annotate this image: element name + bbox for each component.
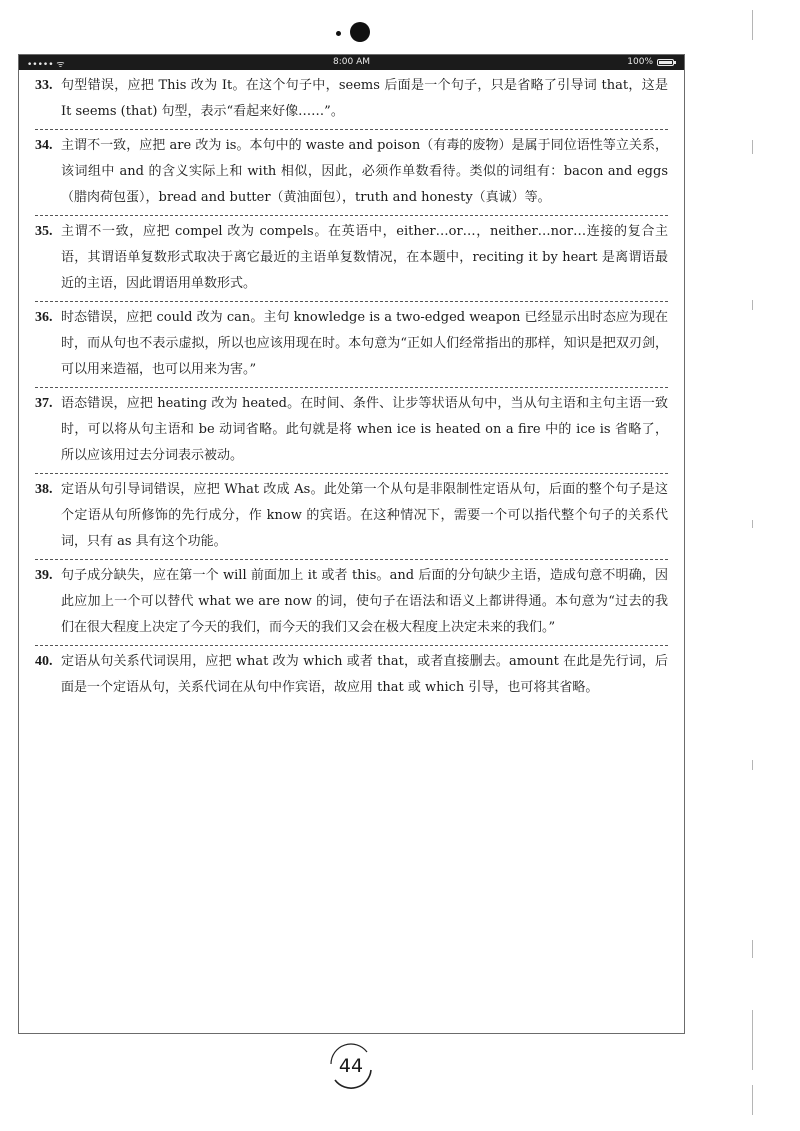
answer-number: 40. bbox=[35, 654, 53, 669]
answer-text: 句型错误，应把 This 改为 It。在这个句子中，seems 后面是一个句子，只是省略了引导词 that，这是 It seems (that) 句型，表示“看起来好像……”。 bbox=[61, 78, 668, 119]
answer-number: 36. bbox=[35, 310, 53, 325]
answer-text: 句子成分缺失，应在第一个 will 前面加上 it 或者 this。and 后面的分句缺少主语，造成句意不明确，因此应加上一个可以替代 what we are now 的词，使句子在语法和语义上都讲得通。本句意为“过去的我们在很大程度上决定了今天的我们，而今天的我们又会在极大程度上决定未来的我们。” bbox=[61, 568, 668, 635]
answer-number: 38. bbox=[35, 482, 53, 497]
answer-number: 39. bbox=[35, 568, 53, 583]
answer-number: 37. bbox=[35, 396, 53, 411]
answer-item-39 bbox=[35, 560, 668, 646]
answer-item-40 bbox=[35, 646, 668, 705]
answer-text: 主谓不一致，应把 compel 改为 compels。在英语中，either…or…，neither…nor…连接的复合主语，其谓语单复数形式取决于离它最近的主语单复数情况，在本题中，reciting it by heart 是离谓语最近的主语，因此谓语用单数形式。 bbox=[61, 224, 668, 291]
battery-status bbox=[627, 57, 674, 67]
answer-text: 时态错误，应把 could 改为 can。主句 knowledge is a two-edged weapon 已经显示出时态应为现在时，而从句也不表示虚拟，所以也应该用现在时。本句意为“正如人们经常指出的那样，知识是把双刃剑，可以用来造福，也可以用来为害。” bbox=[61, 310, 668, 377]
page-number: 44 bbox=[338, 1055, 364, 1077]
answer-text: 主谓不一致，应把 are 改为 is。本句中的 waste and poison（有毒的废物）是属于同位语性等立关系，该词组中 and 的含义实际上和 with 相似，因此，必须作单数看待。类似的词组有：bacon and eggs（腊肉荷包蛋），bread and butter（黄油面包），truth and honesty（真诚）等。 bbox=[61, 138, 668, 205]
answer-item-36 bbox=[35, 302, 668, 388]
answer-list bbox=[19, 70, 684, 705]
answer-item-37 bbox=[35, 388, 668, 474]
answer-number: 34. bbox=[35, 138, 53, 153]
large-dot-icon bbox=[350, 22, 370, 42]
small-dot-icon bbox=[336, 31, 341, 36]
answer-item-34 bbox=[35, 130, 668, 216]
top-decoration-dots bbox=[330, 18, 390, 48]
device-screen bbox=[18, 54, 685, 1034]
answer-item-38 bbox=[35, 474, 668, 560]
answer-text: 定语从句关系代词误用，应把 what 改为 which 或者 that，或者直接删去。amount 在此是先行词，后面是一个定语从句，关系代词在从句中作宾语，故应用 that 或 which 引导，也可将其省略。 bbox=[61, 654, 668, 695]
signal-icon: ••••• ᯤ bbox=[27, 60, 65, 70]
answer-text: 语态错误，应把 heating 改为 heated。在时间、条件、让步等状语从句中，当从句主语和主句主语一致时，可以将从句主语和 be 动词省略。此句就是将 when ice is heated on a fire 中的 ice is 省略了，所以应该用过去分词表示被动。 bbox=[61, 396, 668, 463]
status-bar bbox=[19, 55, 684, 70]
scan-edge-marks bbox=[752, 0, 756, 1131]
battery-icon bbox=[657, 59, 674, 66]
answer-text: 定语从句引导词错误，应把 What 改成 As。此处第一个从句是非限制性定语从句，后面的整个句子是这个定语从句所修饰的先行成分，作 know 的宾语。在这种情况下，需要一个可以指代整个句子的关系代词，只有 as 具有这个功能。 bbox=[61, 482, 668, 549]
answer-number: 35. bbox=[35, 224, 53, 239]
answer-item-35 bbox=[35, 216, 668, 302]
answer-number: 33. bbox=[35, 78, 53, 93]
battery-percent: 100% bbox=[627, 57, 653, 67]
page-number-badge bbox=[325, 1040, 377, 1092]
status-time: 8:00 AM bbox=[333, 57, 370, 67]
answer-item-33 bbox=[35, 70, 668, 130]
